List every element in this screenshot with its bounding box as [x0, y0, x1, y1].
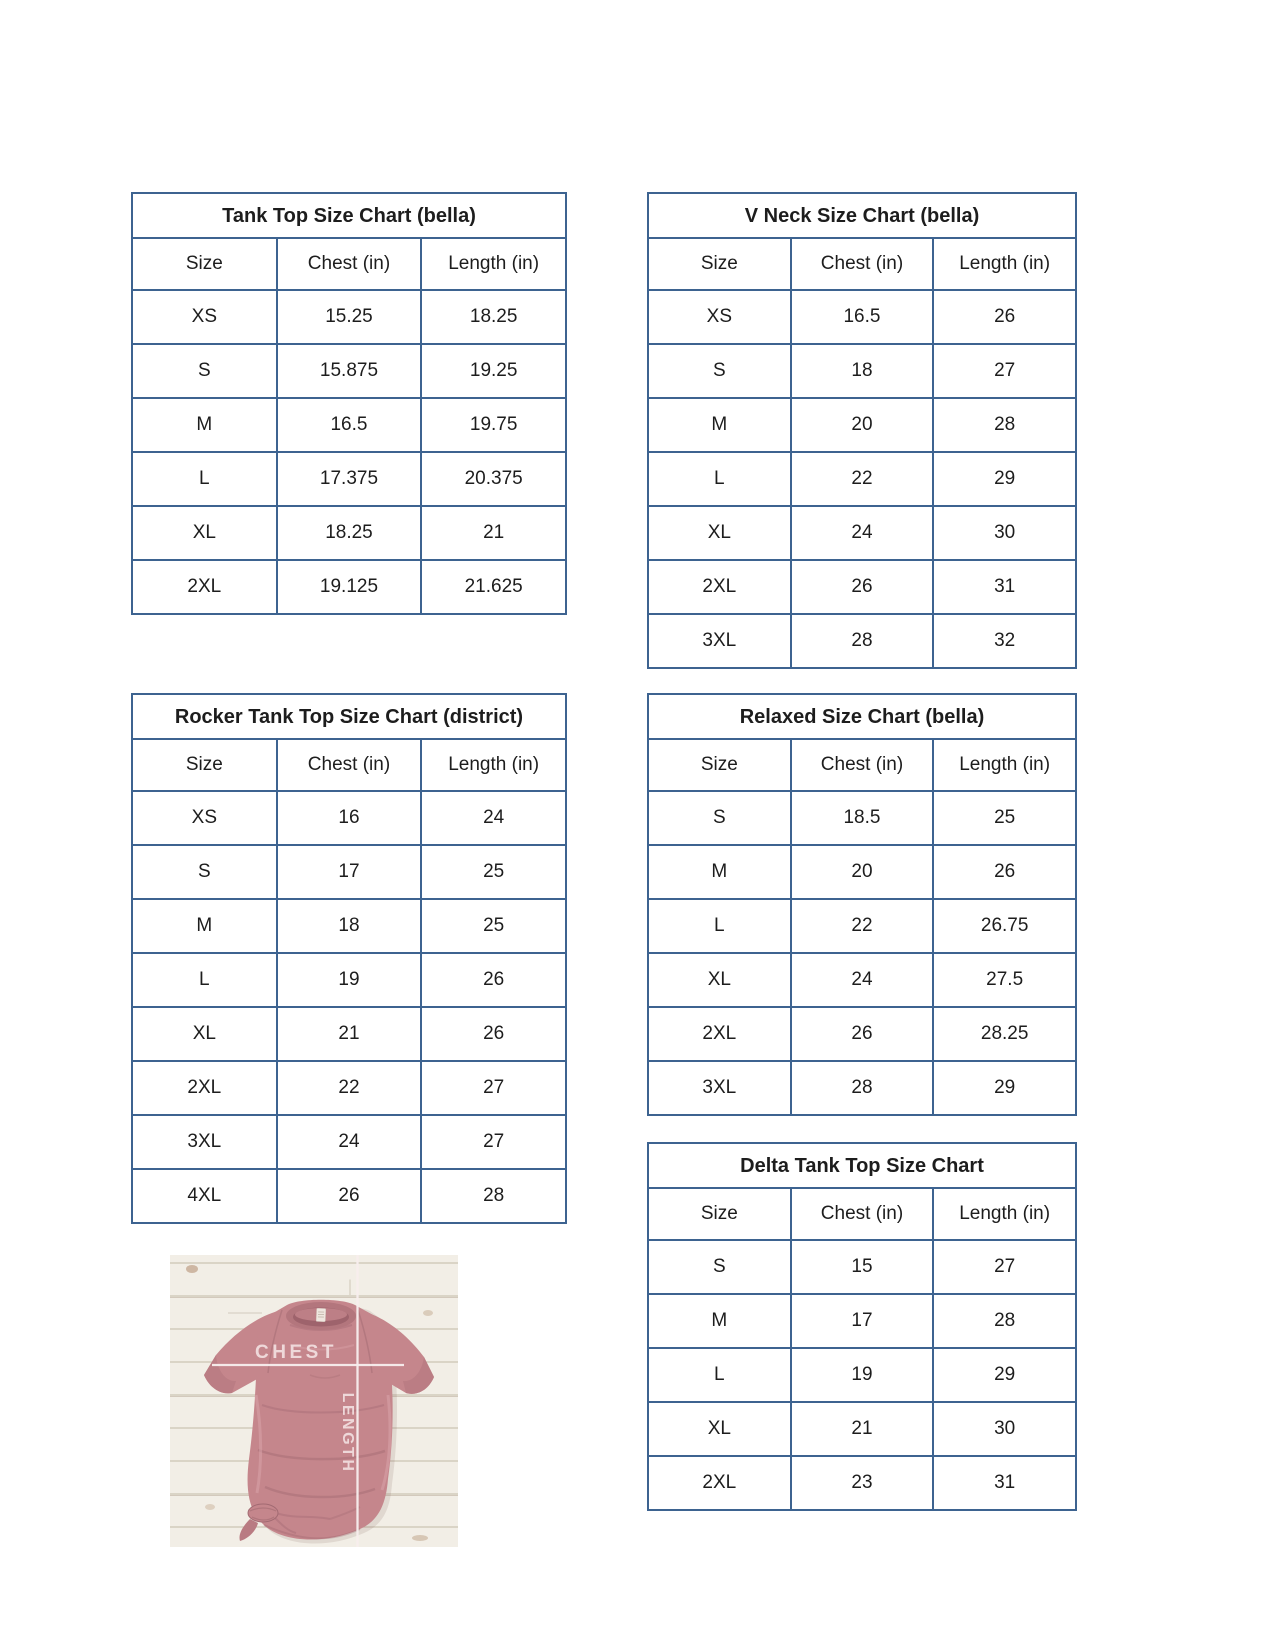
tank-top-size-chart — [131, 192, 567, 615]
column-header: Length (in) — [421, 238, 566, 290]
tshirt-graphic — [170, 1255, 458, 1547]
length-cell: 30 — [933, 506, 1076, 560]
header-row — [132, 238, 566, 290]
length-cell: 20.375 — [421, 452, 566, 506]
size-cell: M — [648, 845, 791, 899]
size-cell: S — [132, 845, 277, 899]
table-row — [648, 290, 1076, 344]
table-row — [132, 1061, 566, 1115]
chest-cell: 19.125 — [277, 560, 422, 614]
chest-cell: 24 — [277, 1115, 422, 1169]
column-header: Size — [132, 238, 277, 290]
title-row — [648, 193, 1076, 238]
chest-cell: 26 — [791, 560, 934, 614]
length-cell: 21 — [421, 506, 566, 560]
chest-cell: 15.25 — [277, 290, 422, 344]
size-cell: XS — [132, 791, 277, 845]
length-cell: 25 — [933, 791, 1076, 845]
chest-cell: 15.875 — [277, 344, 422, 398]
size-cell: 2XL — [132, 1061, 277, 1115]
size-cell: 2XL — [132, 560, 277, 614]
size-chart — [647, 693, 1077, 1116]
size-cell: S — [648, 1240, 791, 1294]
chest-cell: 17 — [791, 1294, 934, 1348]
length-cell: 19.25 — [421, 344, 566, 398]
size-chart — [647, 192, 1077, 669]
length-cell: 18.25 — [421, 290, 566, 344]
column-header: Chest (in) — [277, 739, 422, 791]
size-cell: XL — [648, 1402, 791, 1456]
shirt-body — [248, 1300, 393, 1540]
size-cell: M — [132, 398, 277, 452]
shirt-collar — [286, 1302, 356, 1330]
table-row — [648, 1240, 1076, 1294]
size-cell: XS — [648, 290, 791, 344]
length-cell: 21.625 — [421, 560, 566, 614]
length-cell: 30 — [933, 1402, 1076, 1456]
size-chart — [131, 693, 567, 1224]
chest-cell: 16.5 — [277, 398, 422, 452]
header-row — [648, 238, 1076, 290]
table-row — [648, 1456, 1076, 1510]
size-cell: M — [648, 398, 791, 452]
column-header: Length (in) — [933, 238, 1076, 290]
column-header: Size — [648, 1188, 791, 1240]
chest-cell: 23 — [791, 1456, 934, 1510]
size-cell: XL — [648, 953, 791, 1007]
table-row — [648, 614, 1076, 668]
length-cell: 27 — [933, 1240, 1076, 1294]
column-header: Chest (in) — [791, 1188, 934, 1240]
chest-label: CHEST — [255, 1342, 337, 1363]
table-row — [648, 1402, 1076, 1456]
table-row — [648, 1061, 1076, 1115]
neck-tag — [316, 1308, 325, 1321]
length-cell: 26 — [421, 953, 566, 1007]
table-row — [132, 398, 566, 452]
v-neck-size-chart — [647, 192, 1077, 669]
size-cell: L — [132, 452, 277, 506]
chest-cell: 19 — [277, 953, 422, 1007]
length-cell: 27.5 — [933, 953, 1076, 1007]
column-header: Chest (in) — [791, 238, 934, 290]
table-row — [132, 791, 566, 845]
size-cell: 2XL — [648, 1007, 791, 1061]
table-row — [648, 452, 1076, 506]
column-header: Size — [648, 739, 791, 791]
column-header: Chest (in) — [277, 238, 422, 290]
length-cell: 29 — [933, 1348, 1076, 1402]
table-row — [648, 398, 1076, 452]
table-title: Delta Tank Top Size Chart — [648, 1143, 1076, 1188]
size-chart — [131, 192, 567, 615]
chest-cell: 22 — [277, 1061, 422, 1115]
length-cell: 25 — [421, 899, 566, 953]
table-row — [648, 845, 1076, 899]
column-header: Size — [132, 739, 277, 791]
size-cell: 3XL — [648, 614, 791, 668]
table-row — [648, 506, 1076, 560]
chest-cell: 24 — [791, 506, 934, 560]
size-cell: 3XL — [648, 1061, 791, 1115]
length-cell: 31 — [933, 560, 1076, 614]
size-cell: XL — [648, 506, 791, 560]
chest-cell: 15 — [791, 1240, 934, 1294]
chest-cell: 26 — [791, 1007, 934, 1061]
length-cell: 32 — [933, 614, 1076, 668]
table-row — [132, 452, 566, 506]
size-cell: XS — [132, 290, 277, 344]
size-cell: 2XL — [648, 1456, 791, 1510]
table-row — [132, 290, 566, 344]
size-cell: 2XL — [648, 560, 791, 614]
chest-cell: 17.375 — [277, 452, 422, 506]
title-row — [132, 694, 566, 739]
table-title: V Neck Size Chart (bella) — [648, 193, 1076, 238]
chest-cell: 19 — [791, 1348, 934, 1402]
size-cell: XL — [132, 506, 277, 560]
length-cell: 31 — [933, 1456, 1076, 1510]
size-cell: L — [132, 953, 277, 1007]
column-header: Chest (in) — [791, 739, 934, 791]
chest-cell: 18 — [791, 344, 934, 398]
length-cell: 24 — [421, 791, 566, 845]
table-row — [648, 1007, 1076, 1061]
chest-cell: 22 — [791, 452, 934, 506]
table-row — [132, 1007, 566, 1061]
size-cell: XL — [132, 1007, 277, 1061]
table-row — [132, 1115, 566, 1169]
chest-cell: 16.5 — [791, 290, 934, 344]
title-row — [648, 1143, 1076, 1188]
size-cell: S — [648, 791, 791, 845]
table-row — [648, 1348, 1076, 1402]
table-row — [132, 1169, 566, 1223]
size-cell: 3XL — [132, 1115, 277, 1169]
title-row — [132, 193, 566, 238]
table-row — [648, 791, 1076, 845]
delta-tank-size-chart — [647, 1142, 1077, 1511]
length-cell: 27 — [421, 1061, 566, 1115]
chest-cell: 20 — [791, 845, 934, 899]
size-cell: L — [648, 452, 791, 506]
size-cell: S — [648, 344, 791, 398]
length-cell: 26 — [421, 1007, 566, 1061]
length-cell: 28 — [933, 398, 1076, 452]
size-cell: L — [648, 1348, 791, 1402]
chest-cell: 28 — [791, 1061, 934, 1115]
length-label: LENGTH — [339, 1392, 356, 1474]
size-cell: S — [132, 344, 277, 398]
size-cell: 4XL — [132, 1169, 277, 1223]
length-cell: 26.75 — [933, 899, 1076, 953]
length-cell: 27 — [933, 344, 1076, 398]
length-cell: 26 — [933, 845, 1076, 899]
table-row — [132, 560, 566, 614]
table-row — [132, 506, 566, 560]
length-cell: 27 — [421, 1115, 566, 1169]
length-cell: 25 — [421, 845, 566, 899]
table-row — [648, 953, 1076, 1007]
table-title: Relaxed Size Chart (bella) — [648, 694, 1076, 739]
size-cell: M — [648, 1294, 791, 1348]
chest-cell: 18 — [277, 899, 422, 953]
chest-cell: 26 — [277, 1169, 422, 1223]
length-cell: 28 — [421, 1169, 566, 1223]
chest-cell: 22 — [791, 899, 934, 953]
header-row — [648, 1188, 1076, 1240]
column-header: Length (in) — [421, 739, 566, 791]
size-cell: L — [648, 899, 791, 953]
table-row — [648, 344, 1076, 398]
header-row — [132, 739, 566, 791]
relaxed-size-chart — [647, 693, 1077, 1116]
shirt-measurement-photo — [170, 1255, 458, 1547]
chest-cell: 18.25 — [277, 506, 422, 560]
column-header: Length (in) — [933, 1188, 1076, 1240]
chest-cell: 28 — [791, 614, 934, 668]
size-cell: M — [132, 899, 277, 953]
length-cell: 29 — [933, 1061, 1076, 1115]
chest-cell: 21 — [277, 1007, 422, 1061]
chest-cell: 20 — [791, 398, 934, 452]
chest-cell: 18.5 — [791, 791, 934, 845]
table-row — [648, 899, 1076, 953]
table-row — [132, 899, 566, 953]
table-title: Tank Top Size Chart (bella) — [132, 193, 566, 238]
title-row — [648, 694, 1076, 739]
length-cell: 26 — [933, 290, 1076, 344]
table-row — [132, 953, 566, 1007]
length-cell: 19.75 — [421, 398, 566, 452]
length-cell: 28.25 — [933, 1007, 1076, 1061]
table-row — [648, 1294, 1076, 1348]
column-header: Size — [648, 238, 791, 290]
table-row — [132, 344, 566, 398]
length-cell: 28 — [933, 1294, 1076, 1348]
table-title: Rocker Tank Top Size Chart (district) — [132, 694, 566, 739]
size-chart — [647, 1142, 1077, 1511]
chest-cell: 24 — [791, 953, 934, 1007]
chest-cell: 17 — [277, 845, 422, 899]
column-header: Length (in) — [933, 739, 1076, 791]
table-row — [132, 845, 566, 899]
rocker-tank-size-chart — [131, 693, 567, 1224]
length-cell: 29 — [933, 452, 1076, 506]
header-row — [648, 739, 1076, 791]
chest-cell: 21 — [791, 1402, 934, 1456]
table-row — [648, 560, 1076, 614]
chest-cell: 16 — [277, 791, 422, 845]
